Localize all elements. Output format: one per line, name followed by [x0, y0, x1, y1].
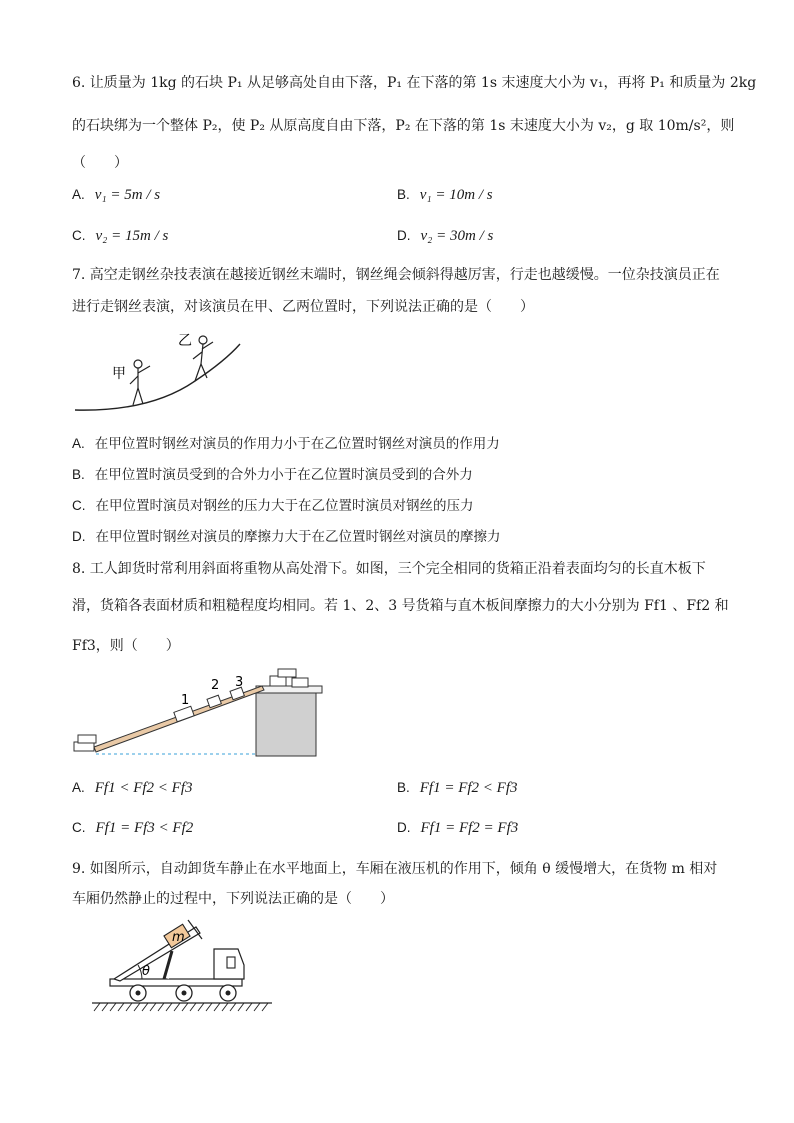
- q9-stem-line1: 9. 如图所示，自动卸货车静止在水平地面上，车厢在液压机的作用下，倾角 θ 缓慢增大，在货物 m 相对: [72, 861, 718, 877]
- q6-option-a: A. v₁ = 5m / s: [72, 187, 161, 203]
- q6-option-b: B. v₁ = 10m / s: [397, 187, 493, 203]
- q7-option-d: D. 在甲位置时钢丝对演员的摩擦力大于在乙位置时钢丝对演员的摩擦力: [72, 529, 501, 545]
- q6-option-d: D. v₂ = 30m / s: [397, 228, 494, 244]
- cab-window: [227, 957, 235, 968]
- angle-theta-label: θ: [142, 964, 150, 979]
- ground-hatching: [94, 1003, 268, 1011]
- performer-jia-figure: [130, 360, 150, 405]
- q7-option-a: A. 在甲位置时钢丝对演员的作用力小于在乙位置时钢丝对演员的作用力: [72, 436, 500, 452]
- hydraulic-cylinder: [164, 951, 172, 979]
- label-yi: 乙: [178, 333, 192, 349]
- box-label-3: 3: [235, 675, 244, 690]
- performer-yi-figure: [193, 336, 213, 381]
- q9-stem-line2: 车厢仍然静止的过程中，下列说法正确的是（ ）: [72, 891, 394, 907]
- tightrope-wire: [75, 344, 240, 410]
- bottom-box: [78, 735, 96, 743]
- q6-stem-line1: 6. 让质量为 1kg 的石块 P₁ 从足够高处自由下落，P₁ 在下落的第 1s 末速度大小为 v₁，再将 P₁ 和质量为 2kg: [72, 75, 757, 91]
- q7-stem-line1: 7. 高空走钢丝杂技表演在越接近钢丝末端时，钢丝绳会倾斜得越厉害，行走也越缓慢。一位杂技演员正在: [72, 267, 720, 283]
- q7-stem-line2: 进行走钢丝表演，对该演员在甲、乙两位置时，下列说法正确的是（ ）: [72, 299, 534, 315]
- q7-option-b: B. 在甲位置时演员受到的合外力小于在乙位置时演员受到的合外力: [72, 467, 473, 483]
- truck-wheels: [130, 985, 236, 1001]
- box-label-2: 2: [211, 678, 220, 693]
- loading-platform: [256, 692, 316, 756]
- q6-option-c: C. v₂ = 15m / s: [72, 228, 169, 244]
- q6-stem-line2: 的石块绑为一个整体 P₂，使 P₂ 从原高度自由下落，P₂ 在下落的第 1s 末速度大小为 v₂，g 取 10m/s²，则: [72, 118, 735, 134]
- stacked-box: [292, 678, 308, 687]
- label-jia: 甲: [112, 366, 126, 382]
- cargo-box-1: [174, 706, 194, 722]
- q8-ramp-figure: [70, 668, 325, 760]
- truck-chassis: [110, 979, 242, 986]
- box-label-1: 1: [181, 693, 190, 708]
- cargo-mass-label: m: [172, 930, 185, 945]
- q7-tightrope-figure: [70, 326, 250, 416]
- stacked-box: [278, 669, 296, 677]
- q6-stem-line3: （ ）: [72, 155, 128, 171]
- q8-option-d: D. Ff1 = Ff2 = Ff3: [397, 820, 519, 836]
- q8-option-a: A. Ff1 < Ff2 < Ff3: [72, 780, 193, 796]
- q8-option-b: B. Ff1 = Ff2 < Ff3: [397, 780, 518, 796]
- q8-stem-line1: 8. 工人卸货时常利用斜面将重物从高处滑下。如图，三个完全相同的货箱正沿着表面均匀的长直木板下: [72, 561, 706, 577]
- q8-stem-line3: Ff3，则（ ）: [72, 638, 180, 654]
- q8-option-c: C. Ff1 = Ff3 < Ff2: [72, 820, 194, 836]
- q7-option-c: C. 在甲位置时演员对钢丝的压力大于在乙位置时演员对钢丝的压力: [72, 498, 474, 514]
- q8-stem-line2: 滑，货箱各表面材质和粗糙程度均相同。若 1、2、3 号货箱与直木板间摩擦力的大小分别为 Ff1 、Ff2 和: [72, 598, 729, 614]
- q9-dump-truck-figure: [88, 915, 278, 1015]
